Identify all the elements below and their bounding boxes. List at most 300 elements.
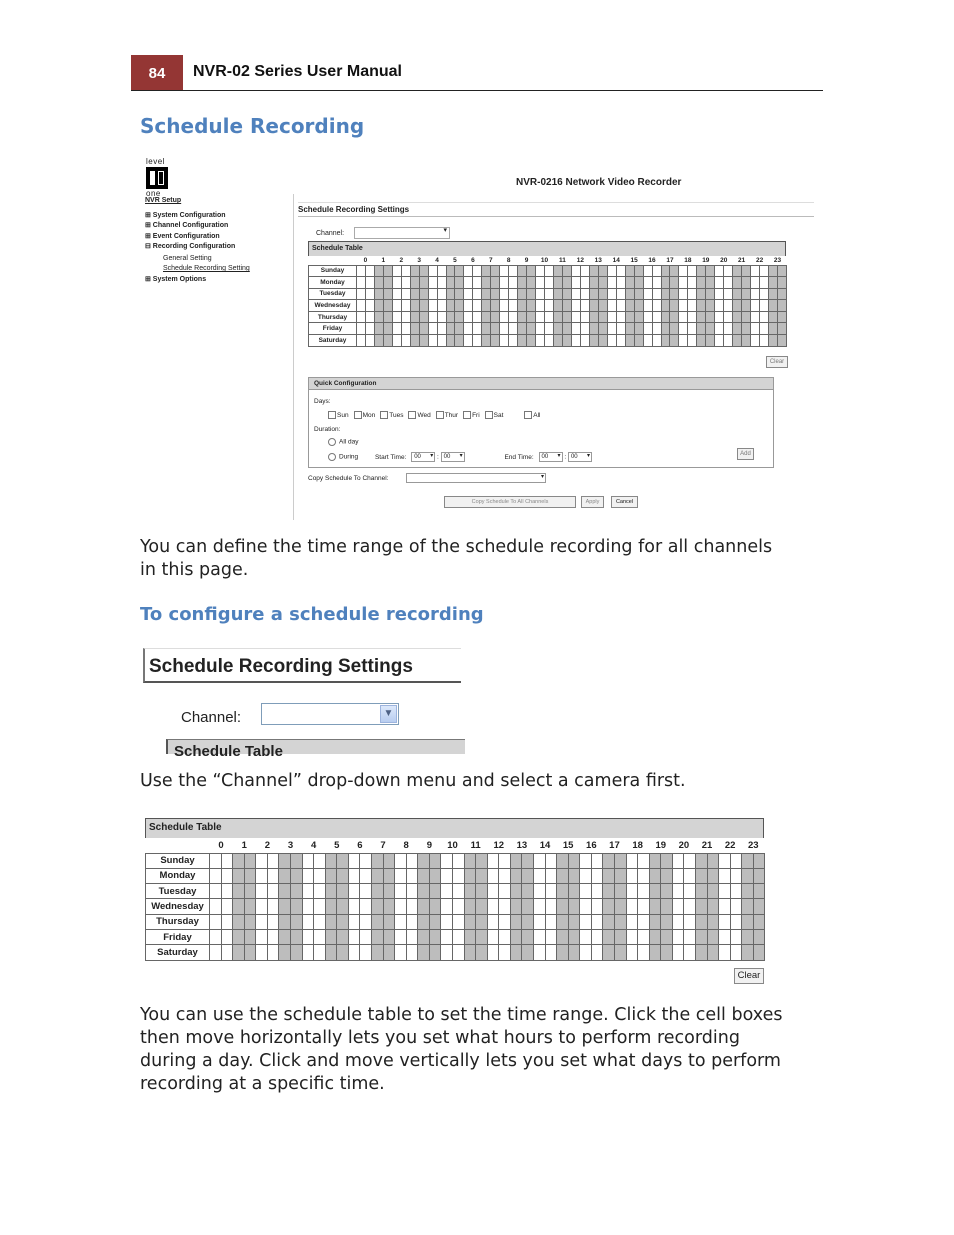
schedule-cell[interactable] — [337, 853, 349, 868]
schedule-cell[interactable] — [679, 265, 688, 277]
schedule-cell[interactable] — [707, 868, 719, 883]
schedule-cell[interactable] — [487, 853, 499, 868]
schedule-cell[interactable] — [418, 929, 430, 944]
schedule-cell[interactable] — [580, 868, 592, 883]
schedule-cell[interactable] — [638, 884, 650, 899]
schedule-cell[interactable] — [591, 899, 603, 914]
schedule-cell[interactable] — [672, 929, 684, 944]
sidebar-item-general-setting[interactable]: General Setting — [163, 254, 212, 262]
schedule-cell[interactable] — [649, 853, 661, 868]
schedule-cell[interactable] — [325, 914, 337, 929]
schedule-cell[interactable] — [464, 945, 476, 960]
schedule-cell[interactable] — [715, 277, 724, 289]
schedule-cell[interactable] — [437, 323, 446, 335]
schedule-cell[interactable] — [679, 311, 688, 323]
schedule-cell[interactable] — [374, 277, 383, 289]
schedule-cell[interactable] — [357, 311, 366, 323]
schedule-cell[interactable] — [360, 853, 372, 868]
schedule-cell[interactable] — [545, 311, 554, 323]
schedule-cell[interactable] — [256, 929, 268, 944]
crop-channel-select[interactable] — [261, 703, 399, 725]
schedule-cell[interactable] — [233, 929, 245, 944]
schedule-cell[interactable] — [401, 300, 410, 312]
schedule-cell[interactable] — [777, 335, 786, 347]
schedule-cell[interactable] — [446, 300, 455, 312]
schedule-cell[interactable] — [518, 265, 527, 277]
schedule-cell[interactable] — [614, 899, 626, 914]
schedule-cell[interactable] — [626, 929, 638, 944]
sidebar-item-system-configuration[interactable]: ⊞ System Configuration — [145, 211, 226, 219]
schedule-cell[interactable] — [679, 323, 688, 335]
schedule-cell[interactable] — [625, 300, 634, 312]
schedule-cell[interactable] — [314, 868, 326, 883]
schedule-cell[interactable] — [777, 300, 786, 312]
schedule-cell[interactable] — [357, 288, 366, 300]
schedule-cell[interactable] — [410, 311, 419, 323]
schedule-cell[interactable] — [365, 288, 374, 300]
schedule-cell[interactable] — [769, 300, 778, 312]
schedule-cell[interactable] — [688, 323, 697, 335]
checkbox-icon[interactable] — [328, 411, 336, 419]
schedule-cell[interactable] — [753, 929, 765, 944]
schedule-cell[interactable] — [562, 311, 571, 323]
schedule-cell[interactable] — [769, 288, 778, 300]
schedule-cell[interactable] — [589, 311, 598, 323]
schedule-cell[interactable] — [684, 853, 696, 868]
schedule-cell[interactable] — [446, 323, 455, 335]
schedule-cell[interactable] — [715, 265, 724, 277]
schedule-cell[interactable] — [603, 945, 615, 960]
schedule-cell[interactable] — [679, 335, 688, 347]
schedule-cell[interactable] — [455, 323, 464, 335]
schedule-cell[interactable] — [553, 277, 562, 289]
schedule-cell[interactable] — [591, 945, 603, 960]
schedule-cell[interactable] — [730, 884, 742, 899]
schedule-cell[interactable] — [476, 929, 488, 944]
schedule-cell[interactable] — [598, 277, 607, 289]
schedule-cell[interactable] — [267, 868, 279, 883]
schedule-cell[interactable] — [553, 335, 562, 347]
schedule-cell[interactable] — [455, 277, 464, 289]
schedule-cell[interactable] — [553, 265, 562, 277]
schedule-cell[interactable] — [348, 899, 360, 914]
schedule-cell[interactable] — [509, 323, 518, 335]
schedule-cell[interactable] — [545, 945, 557, 960]
schedule-cell[interactable] — [607, 311, 616, 323]
schedule-cell[interactable] — [428, 311, 437, 323]
schedule-cell[interactable] — [325, 899, 337, 914]
copy-to-all-button[interactable]: Copy Schedule To All Channels — [444, 496, 576, 508]
schedule-cell[interactable] — [464, 899, 476, 914]
schedule-cell[interactable] — [580, 884, 592, 899]
schedule-cell[interactable] — [302, 899, 314, 914]
schedule-cell[interactable] — [707, 945, 719, 960]
schedule-cell[interactable] — [428, 288, 437, 300]
schedule-cell[interactable] — [571, 277, 580, 289]
schedule-cell[interactable] — [545, 323, 554, 335]
schedule-cell[interactable] — [616, 277, 625, 289]
schedule-cell[interactable] — [715, 311, 724, 323]
schedule-cell[interactable] — [360, 914, 372, 929]
schedule-cell[interactable] — [568, 853, 580, 868]
schedule-cell[interactable] — [348, 914, 360, 929]
schedule-cell[interactable] — [545, 335, 554, 347]
schedule-cell[interactable] — [527, 265, 536, 277]
schedule-cell[interactable] — [652, 311, 661, 323]
schedule-cell[interactable] — [406, 884, 418, 899]
schedule-cell[interactable] — [715, 300, 724, 312]
schedule-cell[interactable] — [455, 311, 464, 323]
schedule-cell[interactable] — [210, 853, 222, 868]
schedule-cell[interactable] — [562, 277, 571, 289]
schedule-cell[interactable] — [706, 323, 715, 335]
schedule-cell[interactable] — [777, 265, 786, 277]
schedule-cell[interactable] — [210, 868, 222, 883]
schedule-cell[interactable] — [707, 899, 719, 914]
schedule-cell[interactable] — [638, 945, 650, 960]
schedule-cell[interactable] — [401, 277, 410, 289]
schedule-cell[interactable] — [527, 311, 536, 323]
schedule-cell[interactable] — [428, 323, 437, 335]
schedule-cell[interactable] — [455, 265, 464, 277]
schedule-cell[interactable] — [733, 335, 742, 347]
schedule-cell[interactable] — [730, 899, 742, 914]
schedule-cell[interactable] — [365, 277, 374, 289]
schedule-cell[interactable] — [509, 288, 518, 300]
schedule-cell[interactable] — [348, 853, 360, 868]
schedule-cell[interactable] — [500, 311, 509, 323]
schedule-cell[interactable] — [643, 311, 652, 323]
schedule-cell[interactable] — [348, 929, 360, 944]
schedule-cell[interactable] — [406, 853, 418, 868]
schedule-cell[interactable] — [760, 277, 769, 289]
schedule-cell[interactable] — [571, 335, 580, 347]
schedule-cell[interactable] — [733, 311, 742, 323]
schedule-cell[interactable] — [348, 868, 360, 883]
schedule-cell[interactable] — [500, 323, 509, 335]
schedule-cell[interactable] — [491, 323, 500, 335]
schedule-cell[interactable] — [395, 899, 407, 914]
schedule-cell[interactable] — [684, 868, 696, 883]
schedule-cell[interactable] — [695, 899, 707, 914]
schedule-cell[interactable] — [625, 288, 634, 300]
schedule-cell[interactable] — [267, 899, 279, 914]
schedule-cell[interactable] — [233, 884, 245, 899]
schedule-cell[interactable] — [491, 300, 500, 312]
schedule-cell[interactable] — [661, 945, 673, 960]
schedule-cell[interactable] — [661, 899, 673, 914]
schedule-cell[interactable] — [509, 311, 518, 323]
schedule-cell[interactable] — [661, 335, 670, 347]
schedule-cell[interactable] — [724, 288, 733, 300]
schedule-cell[interactable] — [518, 323, 527, 335]
start-hour-select[interactable]: 00 ▾ — [411, 452, 435, 462]
schedule-cell[interactable] — [643, 288, 652, 300]
schedule-cell[interactable] — [672, 868, 684, 883]
schedule-cell[interactable] — [625, 277, 634, 289]
schedule-cell[interactable] — [487, 899, 499, 914]
schedule-cell[interactable] — [395, 868, 407, 883]
schedule-cell[interactable] — [429, 929, 441, 944]
schedule-cell[interactable] — [302, 945, 314, 960]
schedule-cell[interactable] — [446, 265, 455, 277]
schedule-cell[interactable] — [688, 335, 697, 347]
sidebar-item-system-options[interactable]: ⊞ System Options — [145, 275, 207, 283]
schedule-cell[interactable] — [325, 929, 337, 944]
schedule-cell[interactable] — [482, 300, 491, 312]
schedule-cell[interactable] — [672, 914, 684, 929]
schedule-cell[interactable] — [695, 929, 707, 944]
schedule-cell[interactable] — [591, 884, 603, 899]
schedule-cell[interactable] — [325, 868, 337, 883]
schedule-cell[interactable] — [429, 899, 441, 914]
schedule-cell[interactable] — [589, 265, 598, 277]
schedule-cell[interactable] — [580, 853, 592, 868]
schedule-cell[interactable] — [688, 265, 697, 277]
schedule-cell[interactable] — [290, 884, 302, 899]
schedule-cell[interactable] — [437, 288, 446, 300]
schedule-cell[interactable] — [706, 265, 715, 277]
schedule-cell[interactable] — [751, 311, 760, 323]
schedule-cell[interactable] — [697, 300, 706, 312]
schedule-cell[interactable] — [401, 288, 410, 300]
schedule-cell[interactable] — [522, 929, 534, 944]
schedule-cell[interactable] — [760, 323, 769, 335]
schedule-cell[interactable] — [589, 277, 598, 289]
schedule-cell[interactable] — [769, 323, 778, 335]
schedule-cell[interactable] — [499, 929, 511, 944]
schedule-cell[interactable] — [527, 288, 536, 300]
schedule-cell[interactable] — [730, 945, 742, 960]
schedule-cell[interactable] — [684, 914, 696, 929]
schedule-cell[interactable] — [598, 311, 607, 323]
schedule-cell[interactable] — [348, 945, 360, 960]
sidebar-item-schedule-recording[interactable]: Schedule Recording Setting — [163, 265, 250, 272]
schedule-cell[interactable] — [751, 335, 760, 347]
schedule-cell[interactable] — [742, 914, 754, 929]
schedule-cell[interactable] — [419, 335, 428, 347]
copy-to-channel-select[interactable] — [406, 473, 546, 483]
schedule-cell[interactable] — [383, 899, 395, 914]
schedule-cell[interactable] — [325, 853, 337, 868]
schedule-cell[interactable] — [233, 914, 245, 929]
checkbox-icon[interactable] — [354, 411, 362, 419]
schedule-cell[interactable] — [487, 868, 499, 883]
schedule-cell[interactable] — [395, 945, 407, 960]
schedule-cell[interactable] — [279, 853, 291, 868]
schedule-cell[interactable] — [410, 277, 419, 289]
schedule-cell[interactable] — [487, 884, 499, 899]
schedule-cell[interactable] — [476, 899, 488, 914]
schedule-cell[interactable] — [233, 945, 245, 960]
schedule-cell[interactable] — [455, 288, 464, 300]
schedule-cell[interactable] — [256, 899, 268, 914]
schedule-cell[interactable] — [545, 265, 554, 277]
schedule-cell[interactable] — [279, 884, 291, 899]
schedule-cell[interactable] — [487, 914, 499, 929]
schedule-cell[interactable] — [536, 288, 545, 300]
schedule-cell[interactable] — [464, 300, 473, 312]
schedule-cell[interactable] — [695, 914, 707, 929]
schedule-cell[interactable] — [626, 884, 638, 899]
schedule-cell[interactable] — [625, 323, 634, 335]
schedule-cell[interactable] — [383, 929, 395, 944]
schedule-cell[interactable] — [580, 311, 589, 323]
schedule-cell[interactable] — [371, 868, 383, 883]
schedule-cell[interactable] — [591, 853, 603, 868]
schedule-cell[interactable] — [553, 288, 562, 300]
schedule-cell[interactable] — [314, 914, 326, 929]
schedule-cell[interactable] — [751, 265, 760, 277]
schedule-cell[interactable] — [591, 914, 603, 929]
schedule-cell[interactable] — [589, 288, 598, 300]
schedule-cell[interactable] — [473, 311, 482, 323]
schedule-cell[interactable] — [598, 335, 607, 347]
schedule-cell[interactable] — [670, 265, 679, 277]
schedule-cell[interactable] — [357, 323, 366, 335]
schedule-cell[interactable] — [571, 323, 580, 335]
schedule-cell[interactable] — [634, 277, 643, 289]
schedule-cell[interactable] — [279, 914, 291, 929]
schedule-cell[interactable] — [719, 899, 731, 914]
schedule-cell[interactable] — [557, 853, 569, 868]
schedule-cell[interactable] — [742, 277, 751, 289]
schedule-cell[interactable] — [545, 929, 557, 944]
schedule-cell[interactable] — [571, 288, 580, 300]
schedule-cell[interactable] — [491, 311, 500, 323]
add-button[interactable]: Add — [737, 448, 754, 460]
schedule-cell[interactable] — [256, 853, 268, 868]
schedule-cell[interactable] — [357, 300, 366, 312]
schedule-cell[interactable] — [591, 868, 603, 883]
schedule-cell[interactable] — [670, 335, 679, 347]
schedule-cell[interactable] — [672, 945, 684, 960]
schedule-cell[interactable] — [314, 899, 326, 914]
schedule-cell[interactable] — [437, 335, 446, 347]
schedule-cell[interactable] — [446, 335, 455, 347]
schedule-cell[interactable] — [580, 929, 592, 944]
schedule-cell[interactable] — [661, 884, 673, 899]
schedule-cell[interactable] — [672, 853, 684, 868]
schedule-cell[interactable] — [429, 884, 441, 899]
schedule-cell[interactable] — [568, 899, 580, 914]
schedule-cell[interactable] — [392, 311, 401, 323]
schedule-cell[interactable] — [688, 277, 697, 289]
schedule-cell[interactable] — [395, 853, 407, 868]
schedule-cell[interactable] — [279, 868, 291, 883]
schedule-cell[interactable] — [652, 265, 661, 277]
schedule-cell[interactable] — [527, 323, 536, 335]
schedule-cell[interactable] — [290, 929, 302, 944]
schedule-cell[interactable] — [360, 884, 372, 899]
schedule-cell[interactable] — [499, 868, 511, 883]
schedule-cell[interactable] — [607, 265, 616, 277]
schedule-cell[interactable] — [591, 929, 603, 944]
schedule-cell[interactable] — [290, 945, 302, 960]
schedule-cell[interactable] — [533, 914, 545, 929]
schedule-cell[interactable] — [733, 288, 742, 300]
schedule-cell[interactable] — [244, 929, 256, 944]
schedule-cell[interactable] — [580, 323, 589, 335]
schedule-cell[interactable] — [730, 929, 742, 944]
sidebar-root[interactable]: NVR Setup — [145, 197, 182, 204]
schedule-cell[interactable] — [557, 884, 569, 899]
schedule-cell[interactable] — [221, 853, 233, 868]
schedule-cell[interactable] — [760, 265, 769, 277]
schedule-cell[interactable] — [742, 853, 754, 868]
schedule-cell[interactable] — [527, 300, 536, 312]
schedule-cell[interactable] — [545, 277, 554, 289]
apply-button[interactable]: Apply — [581, 496, 604, 508]
schedule-cell[interactable] — [441, 884, 453, 899]
clear-button-small[interactable]: Clear — [766, 356, 788, 368]
schedule-cell[interactable] — [314, 945, 326, 960]
schedule-cell[interactable] — [626, 868, 638, 883]
schedule-cell[interactable] — [695, 945, 707, 960]
schedule-cell[interactable] — [580, 277, 589, 289]
schedule-cell[interactable] — [706, 288, 715, 300]
schedule-cell[interactable] — [706, 335, 715, 347]
schedule-cell[interactable] — [464, 288, 473, 300]
schedule-cell[interactable] — [616, 323, 625, 335]
schedule-cell[interactable] — [607, 288, 616, 300]
schedule-cell[interactable] — [210, 899, 222, 914]
schedule-cell[interactable] — [221, 929, 233, 944]
schedule-cell[interactable] — [360, 929, 372, 944]
schedule-cell[interactable] — [670, 277, 679, 289]
schedule-cell[interactable] — [210, 884, 222, 899]
schedule-cell[interactable] — [357, 335, 366, 347]
schedule-cell[interactable] — [418, 945, 430, 960]
schedule-cell[interactable] — [697, 323, 706, 335]
schedule-cell[interactable] — [695, 853, 707, 868]
schedule-cell[interactable] — [589, 300, 598, 312]
schedule-cell[interactable] — [715, 335, 724, 347]
schedule-cell[interactable] — [751, 323, 760, 335]
schedule-cell[interactable] — [392, 335, 401, 347]
schedule-cell[interactable] — [634, 323, 643, 335]
schedule-cell[interactable] — [221, 914, 233, 929]
schedule-cell[interactable] — [510, 899, 522, 914]
schedule-cell[interactable] — [643, 335, 652, 347]
schedule-cell[interactable] — [536, 335, 545, 347]
schedule-cell[interactable] — [365, 323, 374, 335]
day-option-sat[interactable] — [485, 412, 504, 419]
schedule-cell[interactable] — [487, 945, 499, 960]
schedule-cell[interactable] — [371, 899, 383, 914]
schedule-cell[interactable] — [527, 335, 536, 347]
sidebar-item-event-configuration[interactable]: ⊞ Event Configuration — [145, 232, 220, 240]
schedule-cell[interactable] — [545, 868, 557, 883]
schedule-cell[interactable] — [672, 899, 684, 914]
schedule-cell[interactable] — [589, 323, 598, 335]
schedule-cell[interactable] — [760, 311, 769, 323]
schedule-cell[interactable] — [406, 945, 418, 960]
schedule-cell[interactable] — [374, 323, 383, 335]
schedule-cell[interactable] — [500, 335, 509, 347]
schedule-cell[interactable] — [719, 945, 731, 960]
checkbox-icon[interactable] — [524, 411, 532, 419]
schedule-cell[interactable] — [244, 868, 256, 883]
schedule-cell[interactable] — [533, 884, 545, 899]
schedule-cell[interactable] — [522, 945, 534, 960]
schedule-cell[interactable] — [603, 884, 615, 899]
schedule-cell[interactable] — [499, 884, 511, 899]
schedule-cell[interactable] — [742, 868, 754, 883]
end-hour-select[interactable]: 00 ▾ — [539, 452, 563, 462]
schedule-cell[interactable] — [760, 288, 769, 300]
schedule-cell[interactable] — [603, 899, 615, 914]
